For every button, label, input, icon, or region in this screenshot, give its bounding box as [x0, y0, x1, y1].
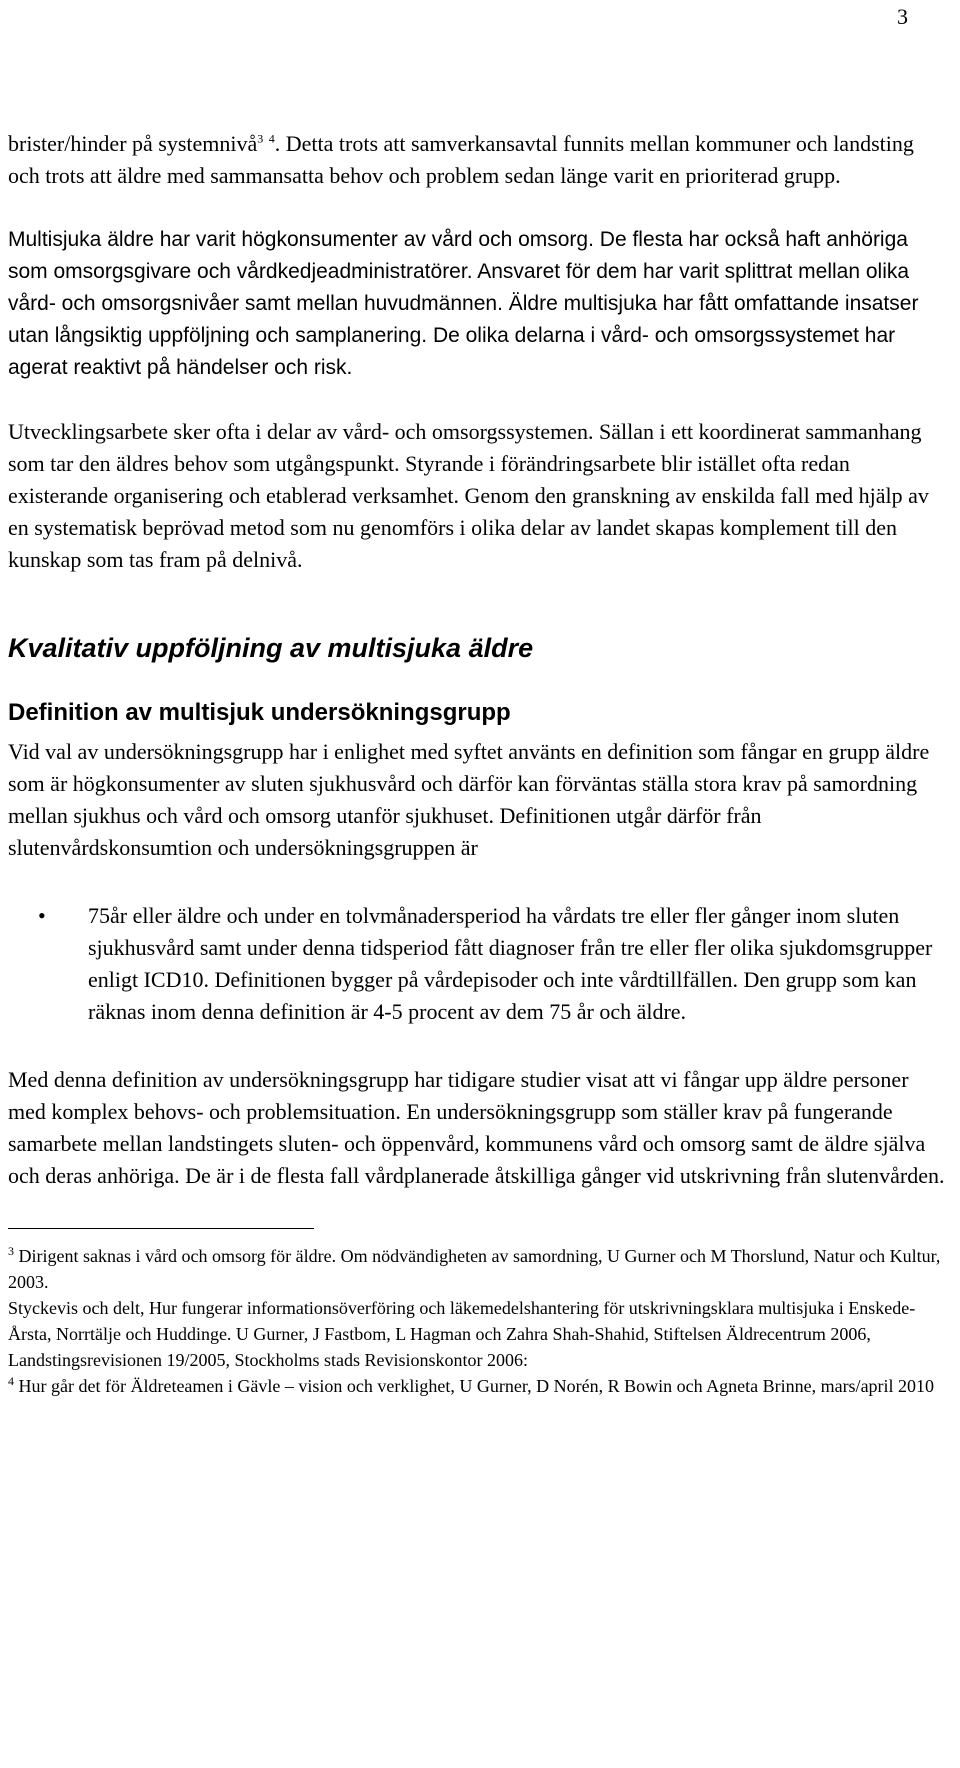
intro-text: brister/hinder på systemnivå	[8, 131, 258, 156]
definition-paragraph: Vid val av undersökningsgrupp har i enlighet med syftet använts en definition som fångar en grupp äldre som är högkonsumenter av sluten sjukhusvård och därför kan förväntas ställa stora krav på samordning mellan sjukhus och vård och omsorg utanför sjukhuset. Definitionen utgår därför från slutenvårdskonsumtion och undersökningsgruppen är	[8, 739, 930, 860]
med-denna-paragraph: Med denna definition av undersökningsgrupp har tidigare studier visat att vi fångar upp äldre personer med komplex behovs- och problemsituation. En undersökningsgrupp som ställer krav på fungerande samarbete mellan landstingets sluten- och öppenvård, kommunens vård och omsorg samt de äldre själva och deras anhöriga. De är i de flesta fall vårdplanerade åtskilliga gånger vid utskrivning från slutenvården.	[8, 1067, 945, 1188]
criteria-list	[8, 900, 948, 1028]
footnote-ref-3[interactable]: 3	[257, 131, 264, 146]
section-heading: Kvalitativ uppföljning av multisjuka äldre	[8, 633, 534, 663]
subsection-heading: Definition av multisjuk undersökningsgrupp	[8, 699, 511, 726]
bullet-icon: •	[38, 903, 46, 928]
footnote-3-continued: Styckevis och delt, Hur fungerar informationsöverföring och läkemedelshantering för utskrivningsklara multisjuka i Enskede-Årsta, Norrtälje och Huddinge. U Gurner, J Fastbom, L Hagman och Zahra Shah-Shahid, Stiftelsen Äldrecentrum 2006, Landstingsrevisionen 19/2005, Stockholms stads Revisionskontor 2006:	[8, 1298, 916, 1370]
footnote-ref-4[interactable]: 4	[268, 131, 275, 146]
criteria-text: 75år eller äldre och under en tolvmånadersperiod ha vårdats tre eller fler gånger inom sluten sjukhusvård samt under denna tidsperiod fått diagnoser från tre eller fler olika sjukdomsgrupper enligt ICD10. Definitionen bygger på vårdepisoder och inte vårdtillfällen. Den grupp som kan räknas inom denna definition är 4-5 procent av dem 75 år och äldre.	[88, 903, 933, 1024]
footnote-separator	[8, 1228, 314, 1229]
footnote-4	[8, 1373, 948, 1399]
list-item	[8, 900, 948, 1028]
document-body	[8, 128, 948, 1399]
footnote-4-mark: 4	[8, 1374, 14, 1388]
page-number: 3	[897, 4, 908, 29]
footnotes	[8, 1243, 948, 1399]
intro-text-continued: . Detta trots att samverkansavtal funnits mellan kommuner och landsting och trots att äldre med sammansatta behov och problem sedan länge varit en prioriterad grupp.	[8, 131, 914, 188]
footnote-3-text: Dirigent saknas i vård och omsorg för äldre. Om nödvändigheten av samordning, U Gurner och M Thorslund, Natur och Kultur, 2003.	[8, 1246, 941, 1292]
footnote-3-mark: 3	[8, 1244, 14, 1258]
footnote-4-text: Hur går det för Äldreteamen i Gävle – vision och verklighet, U Gurner, D Norén, R Bowin och Agneta Brinne, mars/april 2010	[14, 1376, 935, 1396]
multisjuka-paragraph: Multisjuka äldre har varit högkonsumenter av vård och omsorg. De flesta har också haft anhöriga som omsorgsgivare och vårdkedjeadministratörer. Ansvaret för dem har varit splittrat mellan olika vård- och omsorgsnivåer samt mellan huvudmännen. Äldre multisjuka har fått omfattande insatser utan långsiktig uppföljning och samplanering. De olika delarna i vård- och omsorgssystemet har agerat reaktivt på händelser och risk.	[8, 228, 919, 379]
footnote-3	[8, 1243, 948, 1295]
intro-paragraph	[8, 128, 948, 192]
utvecklingsarbete-paragraph: Utvecklingsarbete sker ofta i delar av vård- och omsorgssystemen. Sällan i ett koordinerat sammanhang som tar den äldres behov som utgångspunkt. Styrande i förändringsarbete blir istället ofta redan existerande organisering och etablerad verksamhet. Genom den granskning av enskilda fall med hjälp av en systematisk beprövad metod som nu genomförs i olika delar av landet skapas komplement till den kunskap som tas fram på delnivå.	[8, 419, 929, 572]
